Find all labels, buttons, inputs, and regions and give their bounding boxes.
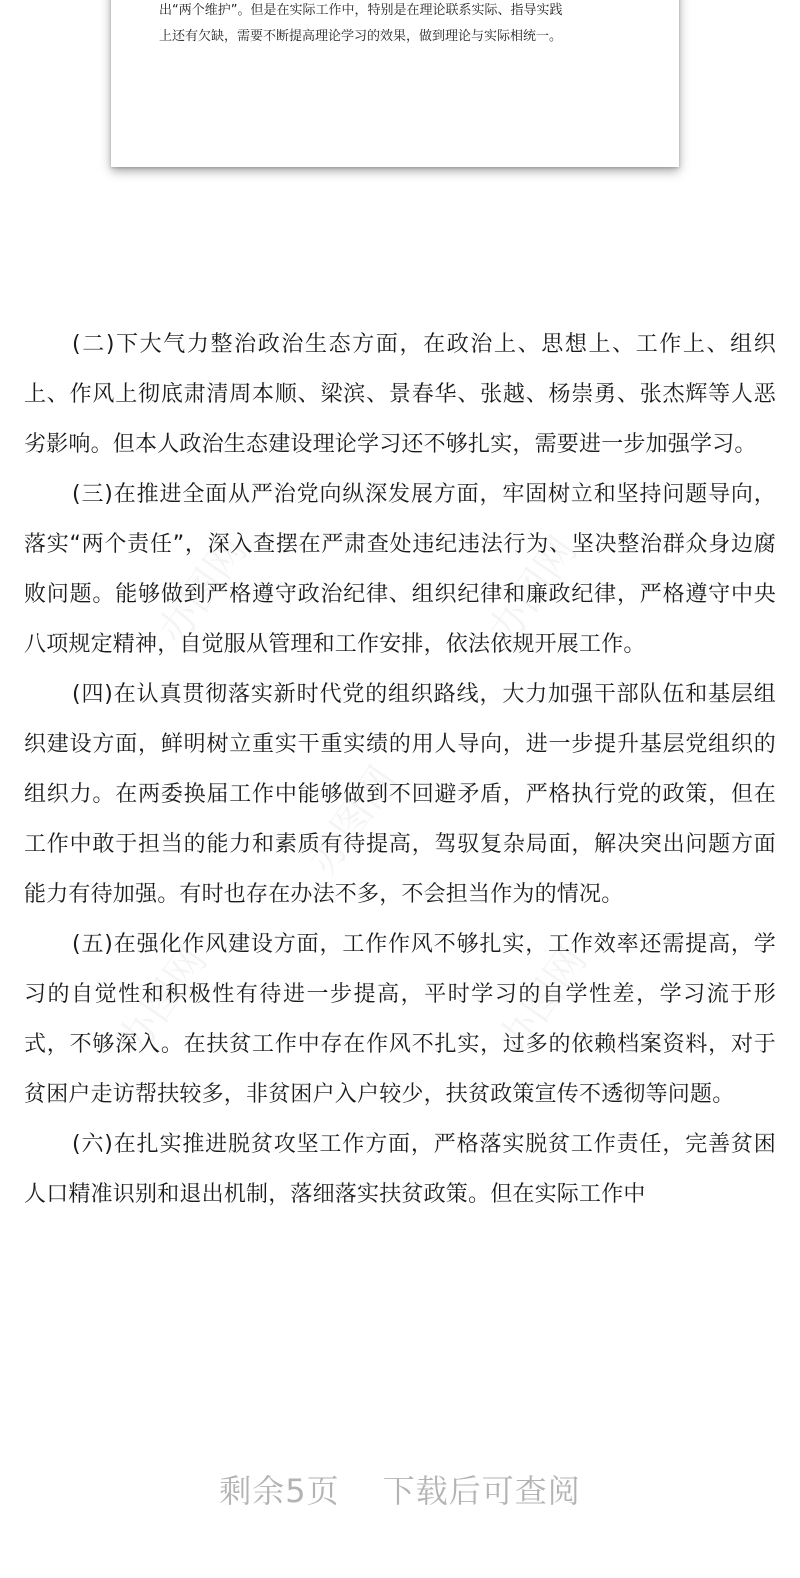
download-to-read-label[interactable]: 下载后可查阅 — [382, 1472, 581, 1510]
paragraph: (五)在强化作风建设方面，工作作风不够扎实，工作效率还需提高，学习的自觉性和积极性有待进一步提高，平时学习的自学性差，学习流于形式，不够深入。在扶贫工作中存在作风不扎实，过多的依赖档案资料，对于贫困户走访帮扶较多，非贫困户入户较少，扶贫政策宣传不透彻等问题。 — [24, 932, 776, 1107]
paragraph: (四)在认真贯彻落实新时代党的组织路线，大力加强干部队伍和基层组织建设方面，鲜明树立重实干重实绩的用人导向，进一步提升基层党组织的组织力。在两委换届工作中能够做到不回避矛盾，严格执行党的政策，但在工作中敢于担当的能力和素质有待提高，驾驭复杂局面，解决突出问题方面能力有待加强。有时也存在办法不多，不会担当作为的情况。 — [24, 682, 776, 907]
paragraph: (六)在扎实推进脱贫攻坚工作方面，严格落实脱贫工作责任，完善贫困人口精准识别和退出机制，落细落实扶贫政策。但在实际工作中 — [24, 1132, 776, 1207]
remaining-pages-label: 剩余5页 — [219, 1472, 340, 1510]
paragraph: (三)在推进全面从严治党向纵深发展方面，牢固树立和坚持问题导向，落实“两个责任”，深入查摆在严肃查处违纪违法行为、坚决整治群众身边腐败问题。能够做到严格遵守政治纪律、组织纪律和廉政纪律，严格遵守中央八项规定精神，自觉服从管理和工作安排，依法依规开展工作。 — [24, 482, 776, 657]
paragraph: (二)下大气力整治政治生态方面，在政治上、思想上、工作上、组织上、作风上彻底肃清周本顺、梁滨、景春华、张越、杨崇勇、张杰辉等人恶劣影响。但本人政治生态建设理论学习还不够扎实，需要进一步加强学习。 — [24, 332, 776, 457]
download-prompt[interactable] — [0, 1466, 800, 1512]
document-preview-card — [111, 0, 679, 167]
preview-line: 出“两个维护”。但是在实际工作中，特别是在理论联系实际、指导实践 — [159, 3, 563, 18]
preview-text — [159, 0, 649, 50]
document-body — [24, 320, 776, 1220]
preview-line: 上还有欠缺，需要不断提高理论学习的效果，做到理论与实际相统一。 — [159, 29, 563, 44]
